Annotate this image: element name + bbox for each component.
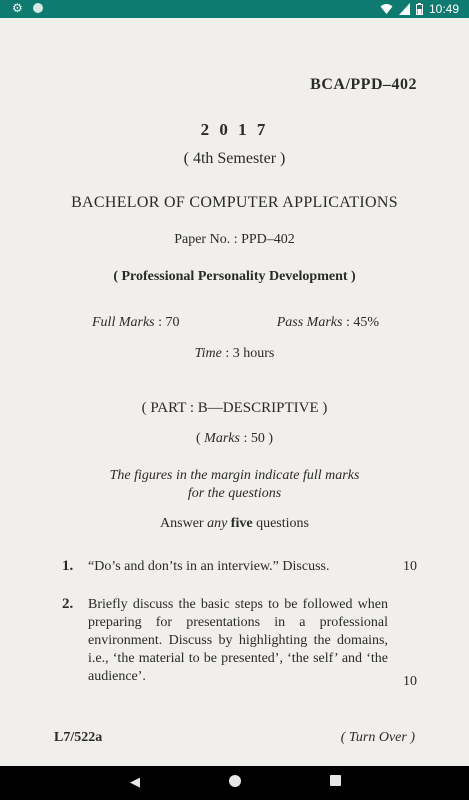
question-marks: 10 [403,674,417,689]
answer-instruction [0,516,469,532]
footer-code: L7/522a [54,730,103,745]
pass-marks [277,315,379,331]
answer-post: questions [256,516,309,531]
full-marks-value: : 70 [158,315,180,330]
time-allowed [0,346,469,362]
recents-icon [330,775,341,786]
part-heading: ( PART : B—DESCRIPTIVE ) [141,400,328,416]
part-marks: ( Marks : 50 ) [195,431,273,446]
gear-icon: ⚙ [12,1,23,15]
answer-pre: Answer [160,516,204,531]
exam-year: 2 0 1 7 [200,120,269,139]
home-icon [229,775,241,787]
semester: ( 4th Semester ) [183,150,286,167]
status-right-icons [380,2,459,16]
instructions-line-1: The figures in the margin indicate full marks [109,468,360,483]
wifi-icon [380,3,393,15]
paper-number: Paper No. : PPD–402 [174,232,295,247]
pass-marks-label: Pass Marks [276,315,343,330]
time-label: Time [194,346,222,361]
answer-five: five [230,516,253,531]
question-text: Briefly discuss the basic steps to be followed when preparing for presentations in a professional environment. Discuss by highlighting the domains, i.e., ‘the material to be presented’, ‘the self’ and ‘the audience’. [88,597,388,684]
question-number: 2. [62,596,74,612]
pass-marks-value: : 45% [345,315,379,330]
full-marks [92,315,180,331]
recents-button[interactable] [327,775,343,791]
question-number: 1. [62,558,74,574]
battery-icon [416,3,423,15]
status-bar [0,0,469,18]
part-marks-value: : 50 [243,431,265,446]
turn-over: ( Turn Over ) [340,730,415,745]
question-marks: 10 [403,559,417,574]
back-button[interactable] [127,775,143,791]
status-time: 10:49 [428,2,459,16]
home-button[interactable] [227,775,243,791]
exam-paper-page[interactable] [0,18,469,766]
degree-title: BACHELOR OF COMPUTER APPLICATIONS [71,194,398,211]
dot-icon [33,3,43,13]
question-text: “Do’s and don’ts in an interview.” Discuss. [88,559,330,574]
answer-any: any [207,516,228,531]
time-value: : 3 hours [225,346,275,361]
subject-title: ( Professional Personality Development ) [113,269,356,284]
back-icon: ◀ [130,775,140,790]
signal-icon [399,3,410,15]
part-marks-label: Marks [204,431,240,446]
full-marks-label: Full Marks [92,315,155,330]
status-left-icons [12,2,43,14]
paper-code: BCA/PPD–402 [310,76,417,93]
navigation-bar [0,766,469,800]
instructions-line-2: for the questions [187,486,282,501]
